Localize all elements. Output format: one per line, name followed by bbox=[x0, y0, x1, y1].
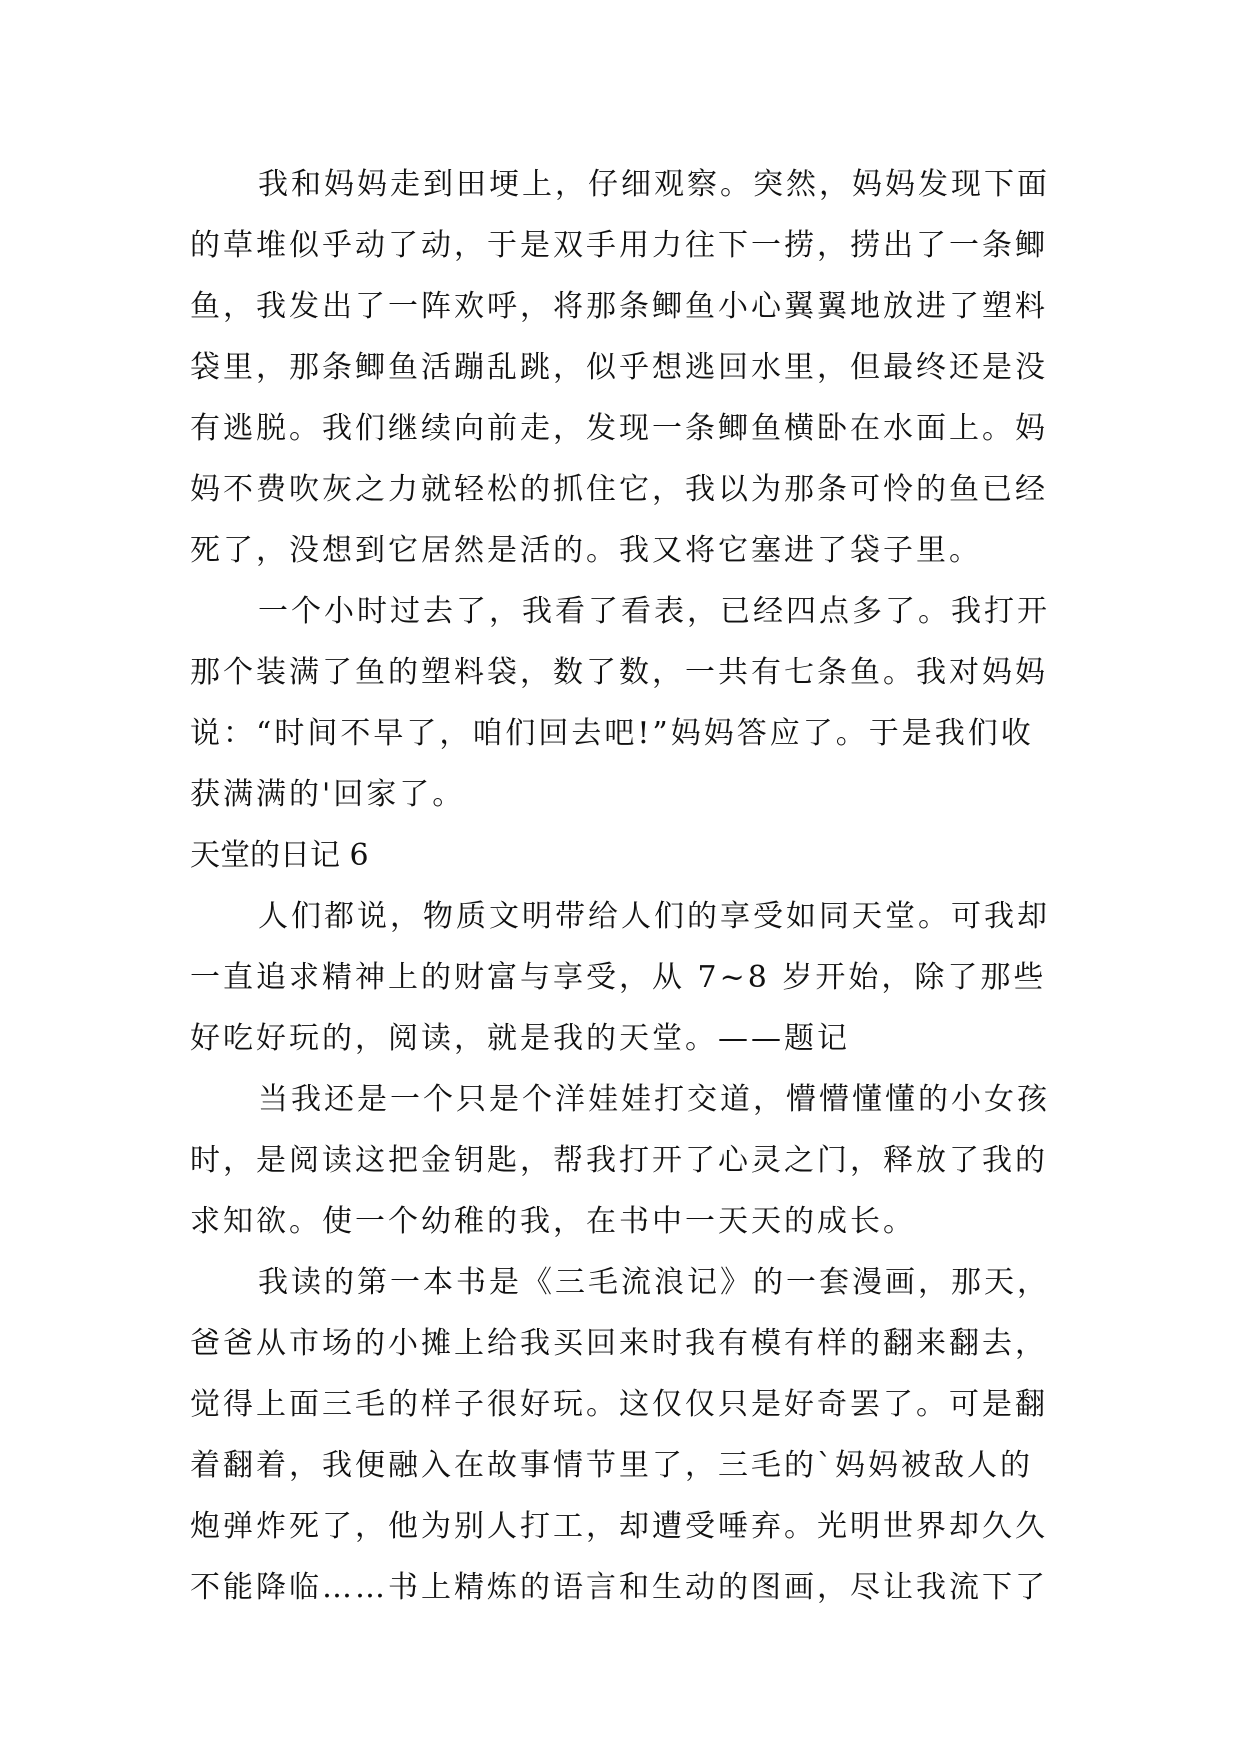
paragraph-childhood-reading: 当我还是一个只是个洋娃娃打交道，懵懵懂懂的小女孩时，是阅读这把金钥匙，帮我打开了心灵之门，释放了我的求知欲。使一个幼稚的我，在书中一天天的成长。 bbox=[190, 1082, 1050, 1239]
paragraph-going-home: 一个小时过去了，我看了看表，已经四点多了。我打开那个装满了鱼的塑料袋，数了数，一共有七条鱼。我对妈妈说：“时间不早了，咱们回去吧!”妈妈答应了。于是我们收获满满的'回家了。 bbox=[190, 594, 1050, 812]
document-body bbox=[190, 154, 1060, 1618]
paragraph-first-book: 我读的第一本书是《三毛流浪记》的一套漫画，那天，爸爸从市场的小摊上给我买回来时我有模有样的翻来翻去，觉得上面三毛的样子很好玩。这仅仅只是好奇罢了。可是翻着翻着，我便融入在故事情节里了，三毛的`妈妈被敌人的炮弹炸死了，他为别人打工，却遭受唾弃。光明世界却久久不能降临……书上精炼的语言和生动的图画，尽让我流下了 bbox=[190, 1265, 1050, 1605]
paragraph-catching-fish: 我和妈妈走到田埂上，仔细观察。突然，妈妈发现下面的草堆似乎动了动，于是双手用力往下一捞，捞出了一条鲫鱼，我发出了一阵欢呼，将那条鲫鱼小心翼翼地放进了塑料袋里，那条鲫鱼活蹦乱跳，似乎想逃回水里，但最终还是没有逃脱。我们继续向前走，发现一条鲫鱼横卧在水面上。妈妈不费吹灰之力就轻松的抓住它，我以为那条可怜的鱼已经死了，没想到它居然是活的。我又将它塞进了袋子里。 bbox=[190, 167, 1050, 568]
section-title: 天堂的日记 6 bbox=[190, 838, 369, 873]
paragraph-epigraph: 人们都说，物质文明带给人们的享受如同天堂。可我却一直追求精神上的财富与享受，从 7~8 岁开始，除了那些好吃好玩的，阅读，就是我的天堂。——题记 bbox=[190, 899, 1050, 1056]
